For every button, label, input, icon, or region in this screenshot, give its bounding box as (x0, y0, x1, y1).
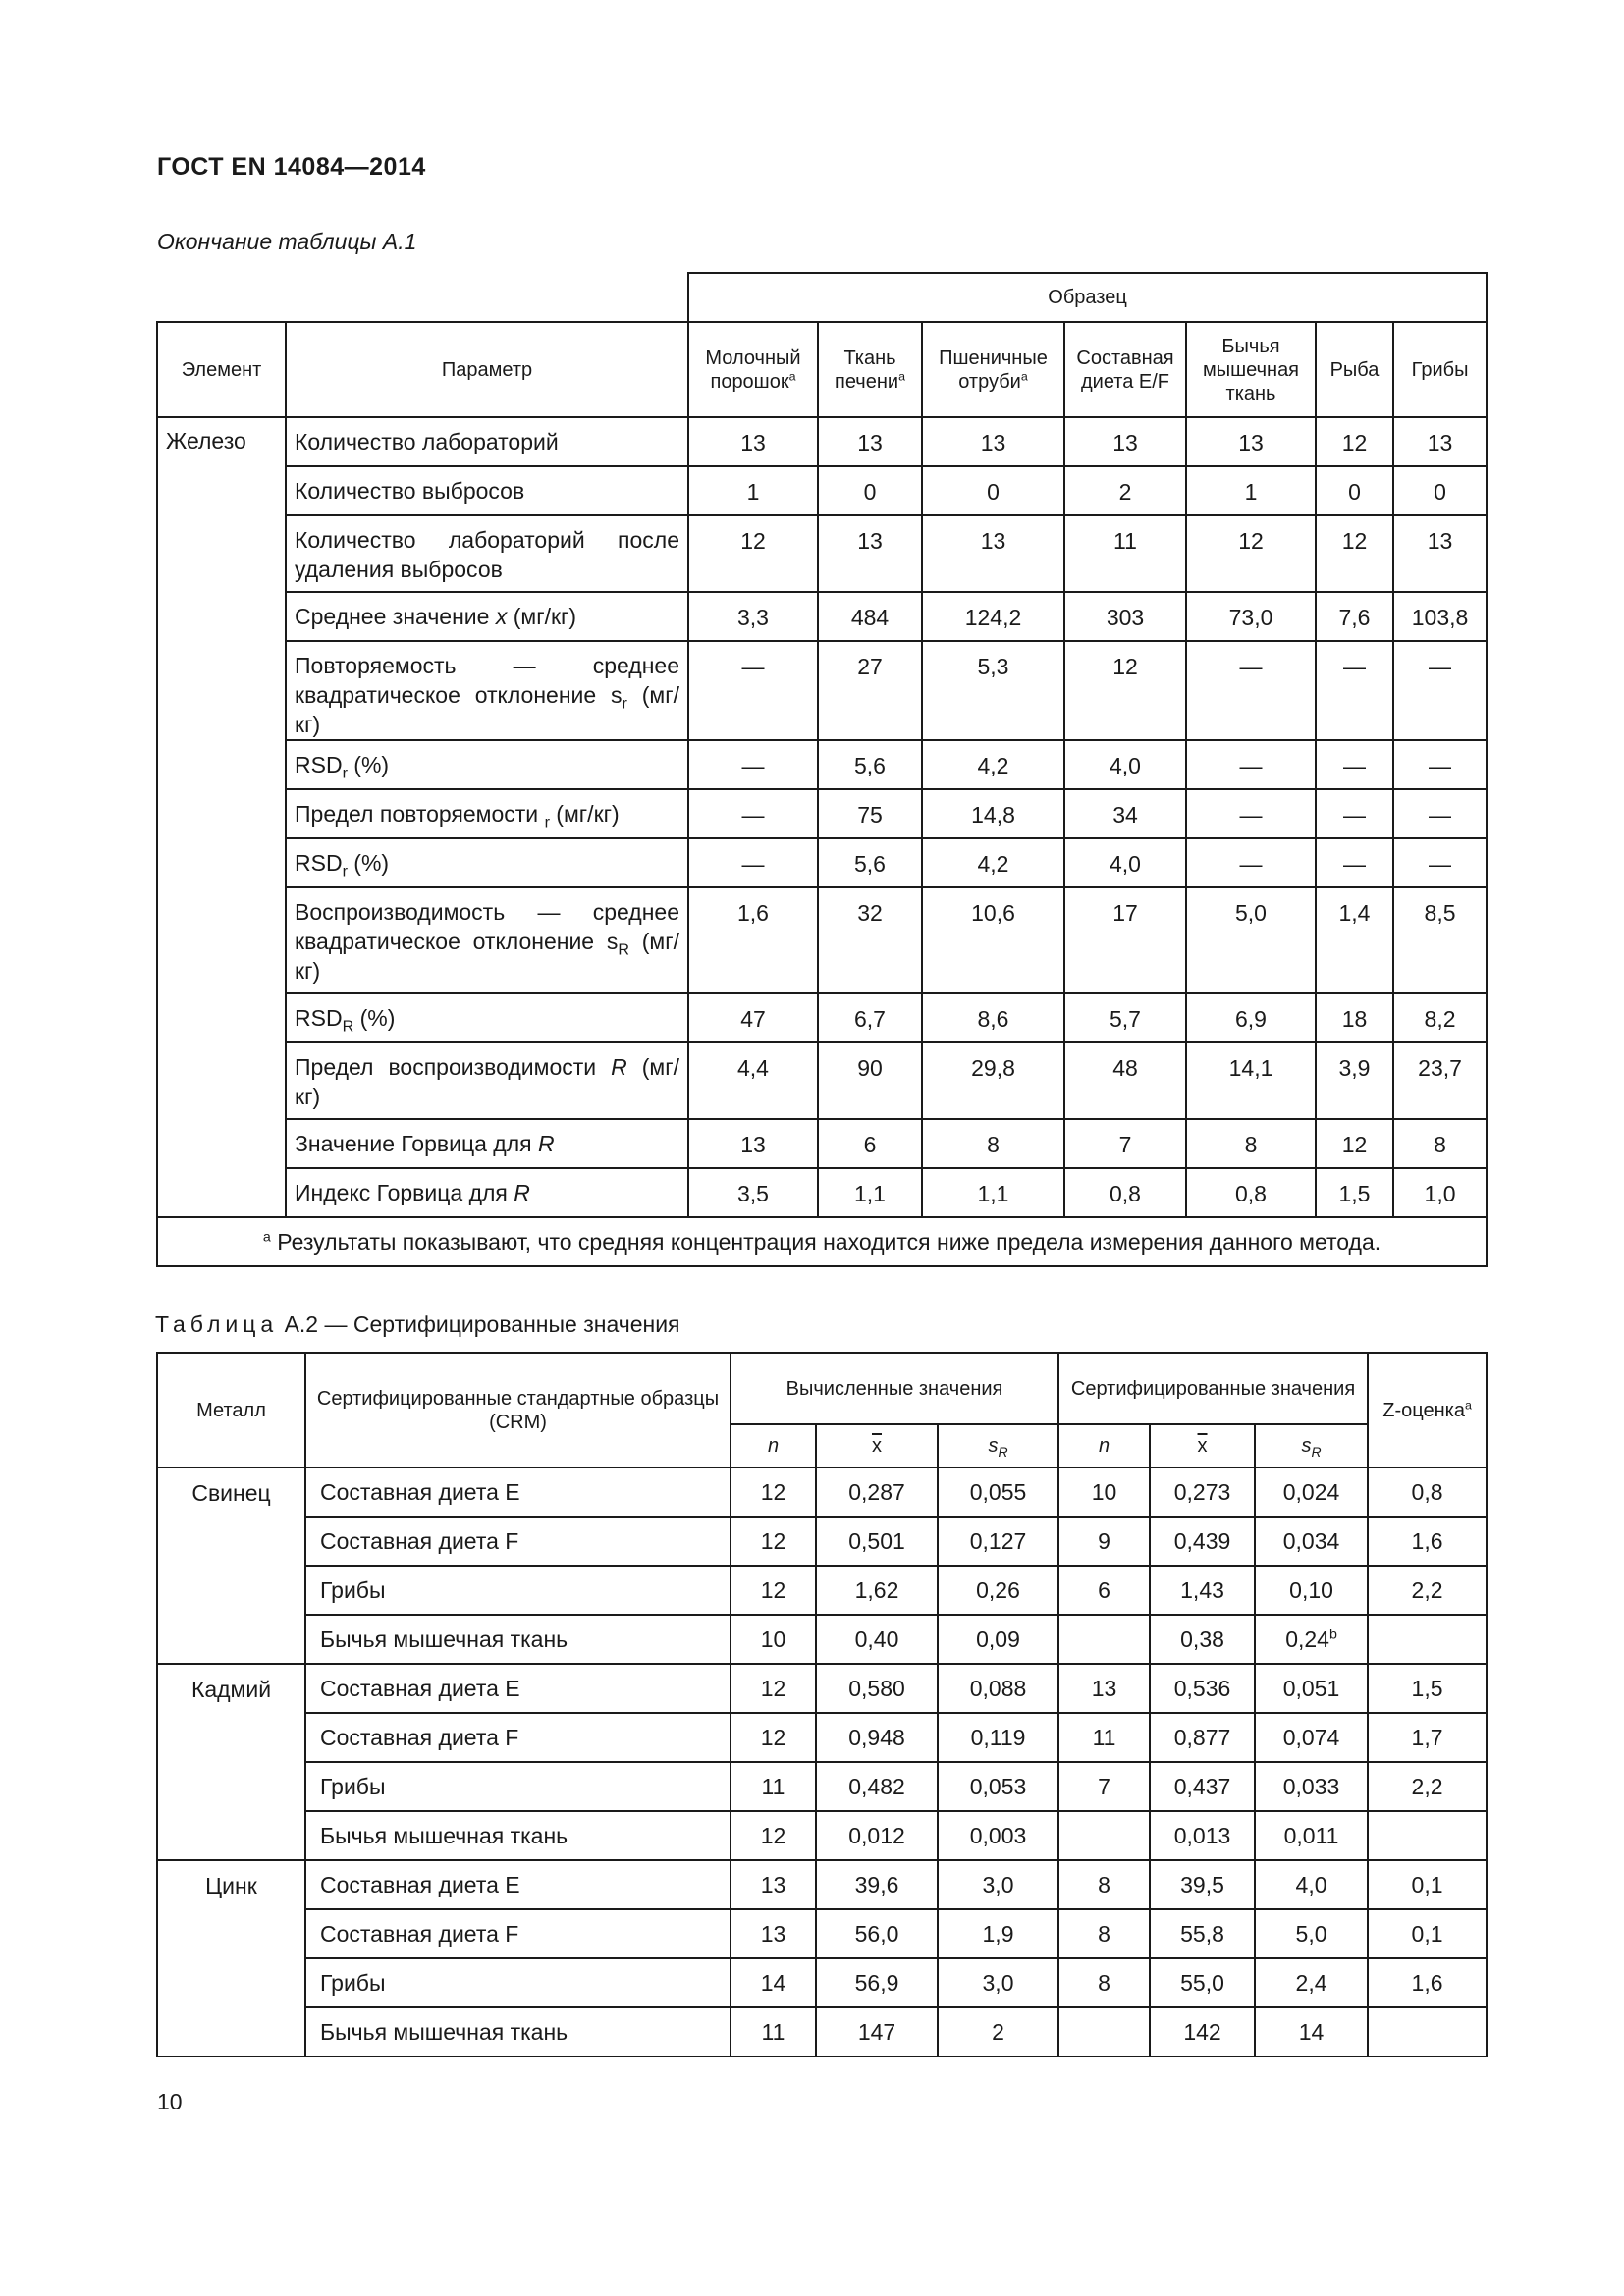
value-cell: 90 (818, 1042, 922, 1119)
crm-cell: Грибы (305, 1566, 731, 1615)
value-cell (1368, 1615, 1487, 1664)
value-cell: 103,8 (1393, 592, 1487, 641)
value-cell: — (688, 838, 818, 887)
value-cell: 5,0 (1186, 887, 1316, 993)
value-cell: 11 (731, 1762, 816, 1811)
metal-name: Свинец (157, 1468, 305, 1664)
value-cell: — (1393, 838, 1487, 887)
parameter-cell: $RSD_r$ (%) (286, 838, 688, 887)
value-cell: 5,7 (1064, 993, 1186, 1042)
value-cell: 11 (1058, 1713, 1150, 1762)
value-cell: — (1316, 641, 1393, 740)
value-cell: 8,2 (1393, 993, 1487, 1042)
value-cell: 0 (1316, 466, 1393, 515)
value-cell: — (1186, 789, 1316, 838)
value-cell: 13 (1393, 417, 1487, 466)
value-cell: 0,034 (1255, 1517, 1368, 1566)
mean-subheader: $\overline{x}$ (1150, 1424, 1255, 1468)
calculated-values-header: Вычисленные значения (731, 1353, 1058, 1424)
table-row (157, 1468, 1487, 1517)
value-cell: 8 (1058, 1909, 1150, 1958)
value-cell: 0,26 (938, 1566, 1058, 1615)
certified-values-header: Сертифицированные значения (1058, 1353, 1368, 1424)
table-row (157, 592, 1487, 641)
value-cell: 3,5 (688, 1168, 818, 1217)
value-cell: — (688, 789, 818, 838)
value-cell: 0 (1393, 466, 1487, 515)
value-cell: 13 (688, 1119, 818, 1168)
n-subheader: n (1058, 1424, 1150, 1468)
value-cell: 0,1 (1368, 1909, 1487, 1958)
value-cell: 6,7 (818, 993, 922, 1042)
value-cell: 3,0 (938, 1958, 1058, 2007)
value-cell: 1,5 (1368, 1664, 1487, 1713)
sd-subheader: $s_R$ (938, 1424, 1058, 1468)
value-cell: 4,4 (688, 1042, 818, 1119)
value-cell: 7,6 (1316, 592, 1393, 641)
value-cell: 8 (1186, 1119, 1316, 1168)
value-cell: 12 (731, 1811, 816, 1860)
value-cell: 1,43 (1150, 1566, 1255, 1615)
value-cell: 27 (818, 641, 922, 740)
parameter-cell: Предел воспроизводимости R (мг/кг) (286, 1042, 688, 1119)
value-cell: 8,5 (1393, 887, 1487, 993)
value-cell: 9 (1058, 1517, 1150, 1566)
value-cell: 0,501 (816, 1517, 938, 1566)
value-cell: — (1316, 740, 1393, 789)
value-cell: 0,012 (816, 1811, 938, 1860)
value-cell: 13 (688, 417, 818, 466)
value-cell (1058, 1615, 1150, 1664)
value-cell: — (1186, 641, 1316, 740)
value-cell: 0,09 (938, 1615, 1058, 1664)
value-cell: 47 (688, 993, 818, 1042)
value-cell: 0,287 (816, 1468, 938, 1517)
value-cell: 8 (1058, 1860, 1150, 1909)
sample-column-header: Молочный порошок$^a$ (688, 322, 818, 417)
value-cell: 1,1 (818, 1168, 922, 1217)
value-cell: 484 (818, 592, 922, 641)
sample-column-header: Бычья мышечная ткань (1186, 322, 1316, 417)
crm-cell: Составная диета E (305, 1664, 731, 1713)
value-cell: 10 (731, 1615, 816, 1664)
table-row (157, 515, 1487, 592)
value-cell: 12 (688, 515, 818, 592)
parameter-cell: $RSD_r$ (%) (286, 740, 688, 789)
value-cell: 1,6 (688, 887, 818, 993)
crm-column-header: Сертифицированные стандартные образцы (CRM) (305, 1353, 731, 1468)
value-cell (1368, 2007, 1487, 2056)
value-cell: 1,6 (1368, 1958, 1487, 2007)
value-cell: 4,0 (1064, 838, 1186, 887)
value-cell: 0,40 (816, 1615, 938, 1664)
crm-cell: Составная диета F (305, 1517, 731, 1566)
value-cell: 39,5 (1150, 1860, 1255, 1909)
value-cell: 3,0 (938, 1860, 1058, 1909)
parameter-cell: Количество выбросов (286, 466, 688, 515)
value-cell: 1,4 (1316, 887, 1393, 993)
metal-name: Цинк (157, 1860, 305, 2056)
page-number: 10 (157, 2089, 183, 2114)
table-row (157, 993, 1487, 1042)
crm-cell: Составная диета E (305, 1468, 731, 1517)
value-cell: 13 (922, 515, 1064, 592)
value-cell: 12 (1064, 641, 1186, 740)
value-cell: 12 (731, 1468, 816, 1517)
value-cell: 4,0 (1064, 740, 1186, 789)
value-cell: 4,2 (922, 838, 1064, 887)
value-cell: 0,273 (1150, 1468, 1255, 1517)
value-cell: 12 (1316, 515, 1393, 592)
parameter-cell: Среднее значение x (мг/кг) (286, 592, 688, 641)
table-row (157, 1860, 1487, 1909)
table-row (157, 1713, 1487, 1762)
value-cell: 1,9 (938, 1909, 1058, 1958)
metal-column-header: Металл (157, 1353, 305, 1468)
value-cell: 1,5 (1316, 1168, 1393, 1217)
table-row (157, 2007, 1487, 2056)
table-row (157, 1909, 1487, 1958)
sample-column-header: Пшеничные отруби$^a$ (922, 322, 1064, 417)
value-cell: 39,6 (816, 1860, 938, 1909)
value-cell: 0,003 (938, 1811, 1058, 1860)
value-cell: 0,8 (1368, 1468, 1487, 1517)
crm-cell: Грибы (305, 1762, 731, 1811)
value-cell: 5,0 (1255, 1909, 1368, 1958)
table-a2-caption: Таблица А.2 — Сертифицированные значения (155, 1311, 680, 1337)
value-cell: 55,8 (1150, 1909, 1255, 1958)
value-cell: 0,948 (816, 1713, 938, 1762)
value-cell: 12 (731, 1517, 816, 1566)
value-cell: — (688, 641, 818, 740)
value-cell: 8 (1058, 1958, 1150, 2007)
value-cell: 5,6 (818, 838, 922, 887)
value-cell: 6 (818, 1119, 922, 1168)
value-cell: 2 (938, 2007, 1058, 2056)
value-cell: 0,119 (938, 1713, 1058, 1762)
value-cell: 6,9 (1186, 993, 1316, 1042)
crm-cell: Составная диета E (305, 1860, 731, 1909)
table-row (157, 1119, 1487, 1168)
value-cell: 14,1 (1186, 1042, 1316, 1119)
value-cell: 5,6 (818, 740, 922, 789)
value-cell: — (1186, 838, 1316, 887)
value-cell: 12 (731, 1664, 816, 1713)
crm-cell: Бычья мышечная ткань (305, 2007, 731, 2056)
value-cell: 124,2 (922, 592, 1064, 641)
table-row (157, 887, 1487, 993)
value-cell: 0,011 (1255, 1811, 1368, 1860)
value-cell: — (1186, 740, 1316, 789)
crm-cell: Составная диета F (305, 1909, 731, 1958)
parameter-cell: Индекс Горвица для R (286, 1168, 688, 1217)
table-row (157, 1811, 1487, 1860)
table-row (157, 1517, 1487, 1566)
value-cell: 56,0 (816, 1909, 938, 1958)
table-row (157, 1762, 1487, 1811)
value-cell: 29,8 (922, 1042, 1064, 1119)
value-cell: 8,6 (922, 993, 1064, 1042)
value-cell: 0,439 (1150, 1517, 1255, 1566)
value-cell: 13 (818, 417, 922, 466)
document-title: ГОСТ EN 14084—2014 (157, 153, 426, 181)
parameter-cell: $RSD_R$ (%) (286, 993, 688, 1042)
sample-group-header: Образец (688, 273, 1487, 322)
value-cell: 0,580 (816, 1664, 938, 1713)
element-name: Железо (157, 417, 286, 1217)
value-cell: 13 (818, 515, 922, 592)
value-cell: 1,0 (1393, 1168, 1487, 1217)
table-footnote: $^a$ Результаты показывают, что средняя концентрация находится ниже предела измерения данного метода. (157, 1217, 1487, 1266)
value-cell: 303 (1064, 592, 1186, 641)
value-cell: 1,62 (816, 1566, 938, 1615)
value-cell: 23,7 (1393, 1042, 1487, 1119)
crm-cell: Бычья мышечная ткань (305, 1615, 731, 1664)
z-score-header: Z-оценка$^a$ (1368, 1353, 1487, 1468)
value-cell: 13 (1064, 417, 1186, 466)
table-row (157, 1042, 1487, 1119)
crm-cell: Составная диета F (305, 1713, 731, 1762)
value-cell: 13 (922, 417, 1064, 466)
crm-cell: Бычья мышечная ткань (305, 1811, 731, 1860)
value-cell: 13 (1393, 515, 1487, 592)
value-cell: — (1393, 641, 1487, 740)
value-cell: 7 (1064, 1119, 1186, 1168)
value-cell: 0,877 (1150, 1713, 1255, 1762)
value-cell (1058, 1811, 1150, 1860)
sample-column-header: Рыба (1316, 322, 1393, 417)
footnote-row (157, 1217, 1487, 1266)
value-cell: 0,24$^b$ (1255, 1615, 1368, 1664)
value-cell: — (1393, 789, 1487, 838)
table-a2 (156, 1352, 1488, 2057)
parameter-cell: Предел повторяемости $_r$ (мг/кг) (286, 789, 688, 838)
value-cell: 0,38 (1150, 1615, 1255, 1664)
table-row (157, 1566, 1487, 1615)
value-cell: 0,8 (1064, 1168, 1186, 1217)
table-row (157, 1958, 1487, 2007)
value-cell: 2,2 (1368, 1566, 1487, 1615)
value-cell: 7 (1058, 1762, 1150, 1811)
crm-cell: Грибы (305, 1958, 731, 2007)
value-cell: 1,6 (1368, 1517, 1487, 1566)
value-cell: 2,2 (1368, 1762, 1487, 1811)
metal-name: Кадмий (157, 1664, 305, 1860)
value-cell: 12 (1186, 515, 1316, 592)
value-cell: 11 (731, 2007, 816, 2056)
value-cell: 0,10 (1255, 1566, 1368, 1615)
value-cell: 17 (1064, 887, 1186, 993)
table-row (157, 1664, 1487, 1713)
value-cell: 18 (1316, 993, 1393, 1042)
element-column-header: Элемент (157, 322, 286, 417)
value-cell: 13 (731, 1909, 816, 1958)
value-cell: 0,8 (1186, 1168, 1316, 1217)
value-cell: 0,437 (1150, 1762, 1255, 1811)
value-cell: 0,051 (1255, 1664, 1368, 1713)
value-cell: 12 (731, 1566, 816, 1615)
parameter-cell: Повторяемость — среднее квадратическое отклонение $s_r$ (мг/кг) (286, 641, 688, 740)
table-row (157, 789, 1487, 838)
value-cell: 0,088 (938, 1664, 1058, 1713)
value-cell: 12 (731, 1713, 816, 1762)
value-cell: 0 (818, 466, 922, 515)
value-cell: 5,3 (922, 641, 1064, 740)
value-cell: 0 (922, 466, 1064, 515)
value-cell: 0,482 (816, 1762, 938, 1811)
value-cell: 2,4 (1255, 1958, 1368, 2007)
value-cell: 0,1 (1368, 1860, 1487, 1909)
value-cell: 13 (1058, 1664, 1150, 1713)
value-cell: 1,7 (1368, 1713, 1487, 1762)
parameter-column-header: Параметр (286, 322, 688, 417)
table-row (157, 1168, 1487, 1217)
sample-column-header: Грибы (1393, 322, 1487, 417)
value-cell: 75 (818, 789, 922, 838)
value-cell: 0,053 (938, 1762, 1058, 1811)
value-cell: 3,3 (688, 592, 818, 641)
value-cell (1368, 1811, 1487, 1860)
value-cell: 14,8 (922, 789, 1064, 838)
value-cell: 142 (1150, 2007, 1255, 2056)
value-cell: 14 (1255, 2007, 1368, 2056)
value-cell: 4,0 (1255, 1860, 1368, 1909)
table-a1 (156, 272, 1488, 1267)
value-cell: 0,013 (1150, 1811, 1255, 1860)
parameter-cell: Воспроизводимость — среднее квадратическое отклонение $s_R$ (мг/кг) (286, 887, 688, 993)
value-cell: 0,127 (938, 1517, 1058, 1566)
value-cell: 2 (1064, 466, 1186, 515)
value-cell: 10 (1058, 1468, 1150, 1517)
value-cell: 0,055 (938, 1468, 1058, 1517)
value-cell: 0,024 (1255, 1468, 1368, 1517)
value-cell: 13 (731, 1860, 816, 1909)
table-row (157, 466, 1487, 515)
value-cell: — (688, 740, 818, 789)
sample-column-header: Составная диета E/F (1064, 322, 1186, 417)
mean-subheader: $\overline{x}$ (816, 1424, 938, 1468)
value-cell: 11 (1064, 515, 1186, 592)
table-row (157, 1615, 1487, 1664)
value-cell: 8 (1393, 1119, 1487, 1168)
value-cell: 48 (1064, 1042, 1186, 1119)
value-cell: 0,033 (1255, 1762, 1368, 1811)
table-continuation-caption: Окончание таблицы А.1 (157, 229, 417, 254)
value-cell: 34 (1064, 789, 1186, 838)
sample-column-header: Ткань печени$^a$ (818, 322, 922, 417)
value-cell: 14 (731, 1958, 816, 2007)
value-cell: 12 (1316, 1119, 1393, 1168)
value-cell: 6 (1058, 1566, 1150, 1615)
value-cell: — (1316, 789, 1393, 838)
value-cell: — (1393, 740, 1487, 789)
value-cell: 1,1 (922, 1168, 1064, 1217)
value-cell (1058, 2007, 1150, 2056)
parameter-cell: Значение Горвица для R (286, 1119, 688, 1168)
value-cell: 32 (818, 887, 922, 993)
value-cell: 4,2 (922, 740, 1064, 789)
n-subheader: n (731, 1424, 816, 1468)
value-cell: 0,536 (1150, 1664, 1255, 1713)
value-cell: 10,6 (922, 887, 1064, 993)
table-row (157, 740, 1487, 789)
value-cell: 13 (1186, 417, 1316, 466)
value-cell: — (1316, 838, 1393, 887)
table-corner (157, 273, 688, 322)
parameter-cell: Количество лабораторий после удаления выбросов (286, 515, 688, 592)
table-row (157, 641, 1487, 740)
parameter-cell: Количество лабораторий (286, 417, 688, 466)
value-cell: 1 (688, 466, 818, 515)
value-cell: 8 (922, 1119, 1064, 1168)
table-row (157, 838, 1487, 887)
value-cell: 147 (816, 2007, 938, 2056)
value-cell: 3,9 (1316, 1042, 1393, 1119)
value-cell: 73,0 (1186, 592, 1316, 641)
value-cell: 0,074 (1255, 1713, 1368, 1762)
value-cell: 56,9 (816, 1958, 938, 2007)
value-cell: 1 (1186, 466, 1316, 515)
value-cell: 12 (1316, 417, 1393, 466)
sd-subheader: $s_R$ (1255, 1424, 1368, 1468)
table-row (157, 417, 1487, 466)
value-cell: 55,0 (1150, 1958, 1255, 2007)
